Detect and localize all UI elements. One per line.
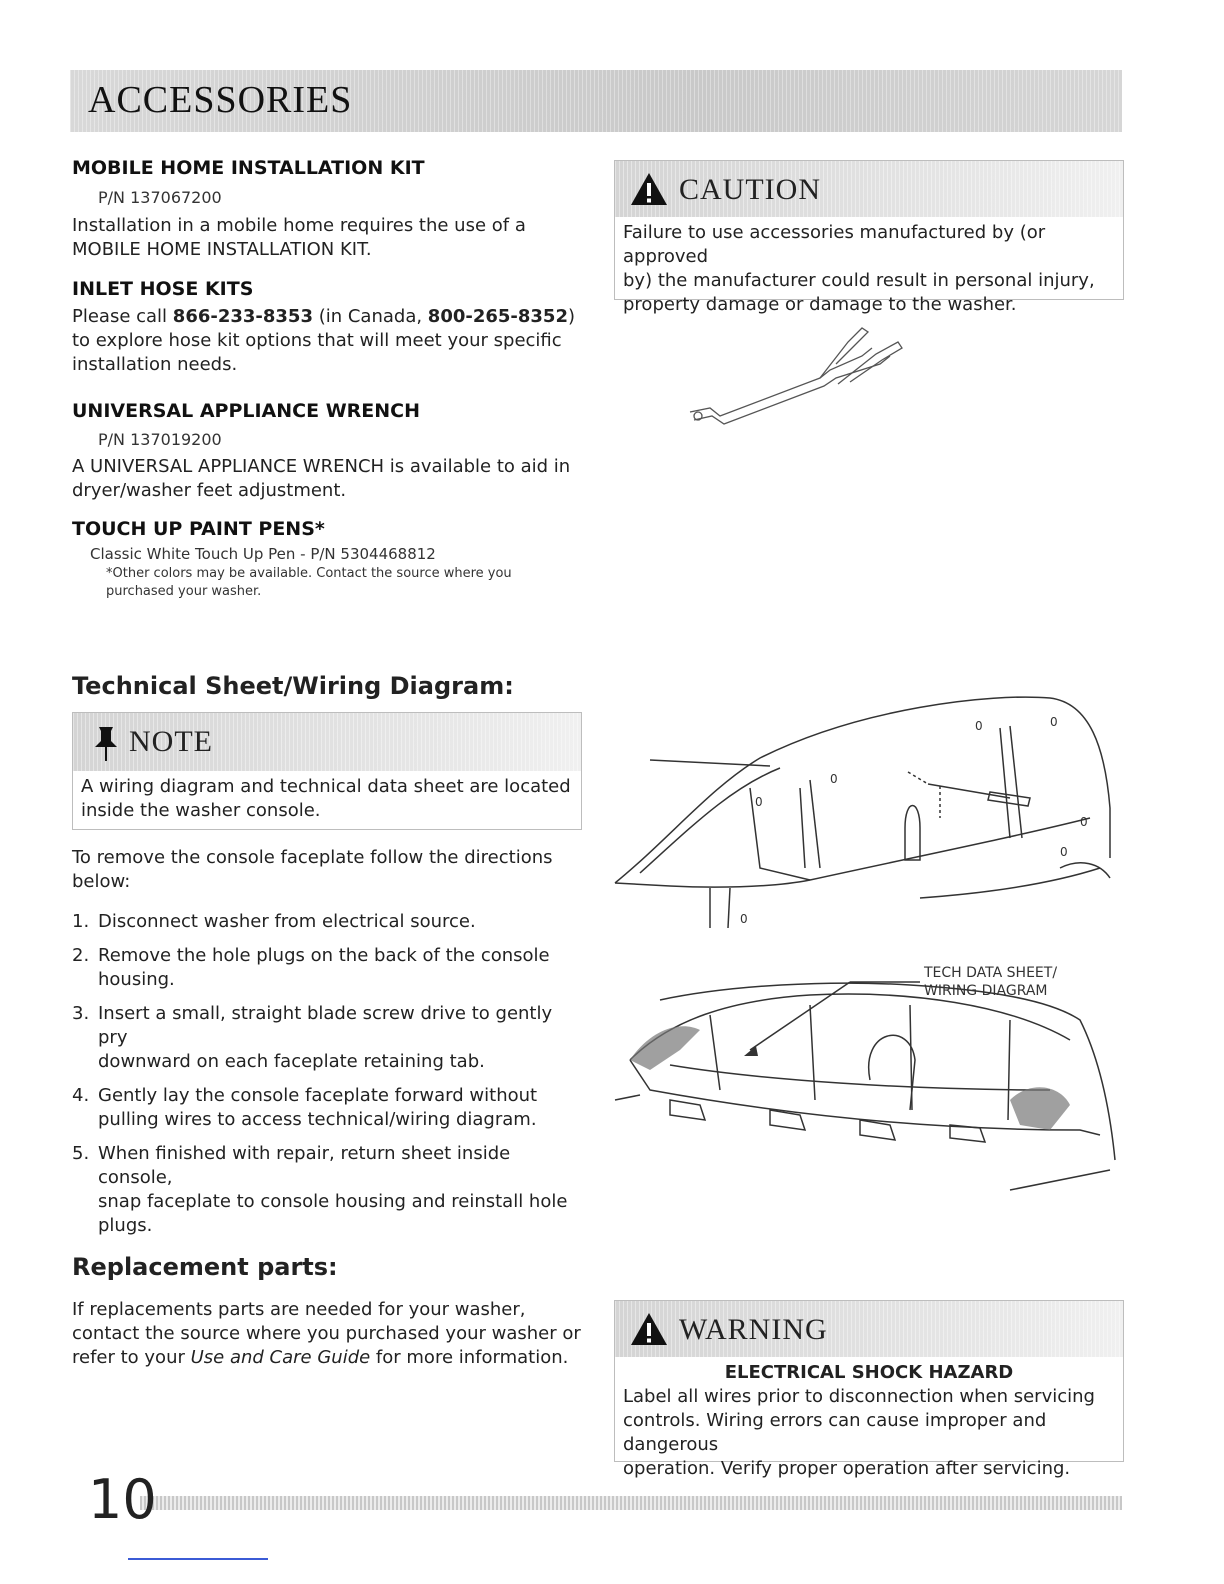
step-line: When finished with repair, return sheet inside console,: [98, 1143, 511, 1188]
warning-triangle-icon: [629, 1311, 669, 1347]
console-back-illustration: [610, 688, 1120, 938]
list-item: [72, 1002, 582, 1074]
step-line: Gently lay the console faceplate forward without: [98, 1085, 538, 1106]
replacement-line3-post: for more information.: [370, 1347, 569, 1368]
step-number: 2.: [72, 945, 90, 966]
wrench-illustration: [680, 320, 920, 430]
tech-intro-line2: below:: [72, 871, 131, 892]
wrench-line1: A UNIVERSAL APPLIANCE WRENCH is available to aid in: [72, 456, 571, 477]
step-line: Disconnect washer from electrical source.: [98, 911, 476, 932]
step-number: 5.: [72, 1143, 90, 1164]
note-header: [73, 713, 581, 771]
mobile-kit-text: [72, 214, 526, 262]
paint-note: [106, 565, 512, 601]
paint-item: Classic White Touch Up Pen - P/N 5304468812: [90, 545, 436, 563]
svg-text:0: 0: [1080, 815, 1088, 829]
step-line: snap faceplate to console housing and reinstall hole: [98, 1191, 568, 1212]
note-line2: inside the washer console.: [81, 800, 321, 821]
inlet-line1: [72, 305, 575, 329]
warning-line1: Label all wires prior to disconnection when servicing: [623, 1386, 1095, 1407]
wrench-text: [72, 455, 570, 503]
inlet-pre: Please call: [72, 306, 173, 327]
mobile-kit-line1: Installation in a mobile home requires the use of a: [72, 215, 526, 236]
svg-text:0: 0: [1060, 845, 1068, 859]
step-line: housing.: [98, 969, 175, 990]
replacement-line2: contact the source where you purchased your washer or: [72, 1323, 581, 1344]
tech-data-label-line1: TECH DATA SHEET/: [924, 965, 1058, 981]
phone-canada: 800-265-8352: [427, 306, 568, 327]
page-number: 10: [88, 1468, 157, 1531]
tech-heading: Technical Sheet/Wiring Diagram:: [72, 672, 514, 700]
paint-note2: purchased your washer.: [106, 584, 262, 599]
svg-text:0: 0: [755, 795, 763, 809]
warning-subtitle: ELECTRICAL SHOCK HAZARD: [724, 1362, 1014, 1383]
svg-text:0: 0: [740, 912, 748, 926]
warning-line2: controls. Wiring errors can cause improper and dangerous: [623, 1410, 1047, 1455]
footer-bar: [140, 1496, 1122, 1510]
step-number: 4.: [72, 1085, 90, 1106]
warning-title: WARNING: [679, 1313, 828, 1346]
caution-title: CAUTION: [679, 173, 821, 206]
pushpin-icon: [89, 723, 125, 763]
step-number: 3.: [72, 1003, 90, 1024]
warning-box: [614, 1300, 1124, 1479]
replacement-text: [72, 1298, 581, 1370]
list-item: [72, 910, 582, 934]
replacement-heading: Replacement parts:: [72, 1253, 338, 1281]
list-item: [72, 1142, 582, 1238]
tech-intro-line1: To remove the console faceplate follow the directions: [72, 847, 553, 868]
phone-us: 866-233-8353: [172, 306, 313, 327]
mobile-kit-pn: P/N 137067200: [98, 188, 222, 207]
note-line1: A wiring diagram and technical data sheet are located: [81, 776, 571, 797]
step-number: 1.: [72, 911, 90, 932]
wrench-pn: P/N 137019200: [98, 430, 222, 449]
warning-triangle-icon: [629, 171, 669, 207]
inlet-line2: to explore hose kit options that will meet your specific: [72, 330, 562, 351]
warning-body: [615, 1357, 1123, 1487]
paint-note1: *Other colors may be available. Contact the source where you: [106, 566, 512, 581]
step-line: Insert a small, straight blade screw drive to gently pry: [98, 1003, 553, 1048]
note-title: NOTE: [129, 725, 213, 758]
list-item: [72, 944, 582, 992]
inlet-heading: INLET HOSE KITS: [72, 278, 254, 300]
warning-line3: operation. Verify proper operation after servicing.: [623, 1458, 1071, 1479]
note-body: [73, 771, 581, 829]
page-title: ACCESSORIES: [88, 79, 353, 121]
step-line: Remove the hole plugs on the back of the console: [98, 945, 550, 966]
svg-text:0: 0: [1050, 715, 1058, 729]
tech-data-label: [924, 964, 1057, 1000]
inlet-line3: installation needs.: [72, 354, 238, 375]
mobile-kit-line2: MOBILE HOME INSTALLATION KIT.: [72, 239, 372, 260]
svg-text:0: 0: [975, 719, 983, 733]
mobile-kit-heading: MOBILE HOME INSTALLATION KIT: [72, 157, 425, 179]
replacement-line3: [72, 1346, 581, 1370]
wrench-line2: dryer/washer feet adjustment.: [72, 480, 347, 501]
caution-line1: Failure to use accessories manufactured by (or approved: [623, 222, 1046, 267]
step-line: downward on each faceplate retaining tab.: [98, 1051, 485, 1072]
tech-intro: [72, 846, 553, 894]
caution-line2: by) the manufacturer could result in personal injury,: [623, 270, 1095, 291]
caution-box: [614, 160, 1124, 315]
use-and-care-guide: Use and Care Guide: [190, 1347, 371, 1368]
inlet-mid: (in Canada,: [312, 306, 428, 327]
replacement-line3-pre: refer to your: [72, 1347, 191, 1368]
inlet-post: ): [567, 306, 576, 327]
paint-heading: TOUCH UP PAINT PENS*: [72, 518, 325, 540]
note-box: [72, 712, 582, 830]
tech-data-label-line2: WIRING DIAGRAM: [924, 983, 1048, 999]
inlet-text: [72, 305, 575, 377]
step-line: pulling wires to access technical/wiring diagram.: [98, 1109, 537, 1130]
steps-list: [72, 910, 582, 1248]
caution-line3: property damage or damage to the washer.: [623, 294, 1017, 315]
footer-divider: [128, 1558, 268, 1560]
list-item: [72, 1084, 582, 1132]
step-line: plugs.: [98, 1215, 153, 1236]
wrench-heading: UNIVERSAL APPLIANCE WRENCH: [72, 400, 421, 422]
svg-text:0: 0: [830, 772, 838, 786]
caution-header: [615, 161, 1123, 217]
caution-body: [615, 217, 1123, 323]
header-banner: [70, 70, 1122, 132]
replacement-line1: If replacements parts are needed for your washer,: [72, 1299, 526, 1320]
warning-header: [615, 1301, 1123, 1357]
